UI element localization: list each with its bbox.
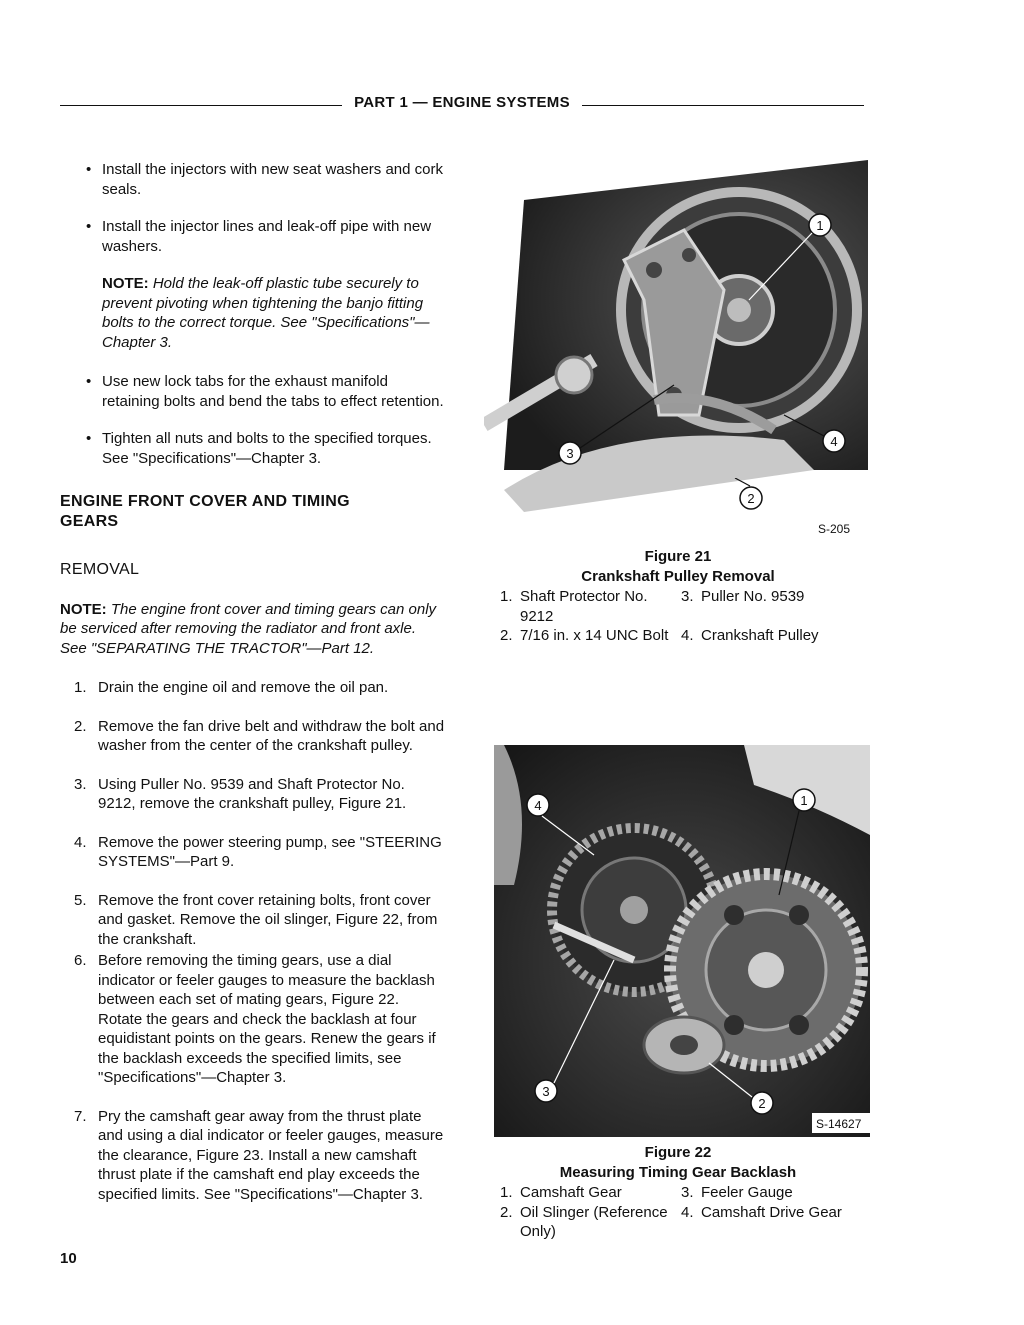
section-title: ENGINE FRONT COVER AND TIMING GEARS [60,493,350,530]
figure-22-title: Figure 22 [644,1144,712,1161]
step-item [60,717,445,756]
step-item [60,951,445,1088]
figure-21-photo [484,160,868,512]
step-text: Pry the camshaft gear away from the thrust plate and using a dial indicator or feeler gauges, measure the clearance, Figure 23. Install a new camshaft thrust plate if the camshaft end play exceeds the specified limits. See "Specifications"—Chapter 3. [98,1107,444,1203]
callout-3-label: 3 [542,1084,550,1099]
page-number: 10 [60,1250,77,1267]
step-text: Drain the engine oil and remove the oil pan. [98,679,389,696]
step-item [60,891,445,950]
figure-22-legend [498,1183,858,1242]
step-text: Remove the power steering pump, see "STEERING SYSTEMS"—Part 9. [98,833,442,870]
figure-21-legend [498,587,858,646]
header-title: PART 1 — ENGINE SYSTEMS [354,94,570,111]
figure-22-code: S-14627 [816,1117,862,1131]
callout-4 [527,794,549,816]
subsection-title: REMOVAL [60,561,140,578]
crankshaft-pulley-illustration [484,160,868,512]
figure-22-photo [494,745,870,1137]
page-header [60,94,864,116]
step-number: 6. [74,952,87,969]
legend-item: 4. Camshaft Drive Gear [681,1203,842,1221]
step-number: 1. [74,679,87,696]
bullet-item [60,372,445,411]
bullet-dot: • [86,373,92,390]
note-text: The engine front cover and timing gears can only be serviced after removing the radiator and front axle. See "SEPARATING THE TRACTOR"—Part 12. [60,600,437,657]
callout-4 [823,430,845,452]
step-item [60,1107,445,1205]
callout-4-label: 4 [830,434,838,449]
legend-item: 3. Feeler Gauge [681,1184,793,1201]
legend-item: 2. Oil Slinger (Reference Only) [500,1203,668,1240]
legend-item: 3. Puller No. 9539 [681,588,805,605]
note-label: NOTE: [60,600,107,618]
callout-3 [559,442,581,464]
callout-3 [535,1080,557,1102]
left-column [60,160,445,1223]
bullet-dot: • [86,161,92,178]
bullet-text: Install the injector lines and leak-off pipe with new washers. [102,218,432,255]
callout-3-label: 3 [566,446,574,461]
callout-1 [793,789,815,811]
note-text: Hold the leak-off plastic tube securely to prevent pivoting when tightening the banjo fitting bolts to the correct torque. See "Specifications"—Chapter 3. [102,275,430,351]
step-text: Before removing the timing gears, use a dial indicator or feeler gauges to measure the backlash between each set of mating gears, Figure 22. Rotate the gears and check the backlash at four equidistant points on the gears. Renew the gears if the backlash exceeds the specified limits, see "Specifications"—Chapter 3. [98,952,436,1086]
figure-21-code: S-205 [818,522,851,536]
legend-item: 4. Crankshaft Pulley [681,627,819,644]
bullet-text: Use new lock tabs for the exhaust manifold retaining bolts and bend the tabs to effect retention. [102,373,444,410]
bullet-item [60,429,445,468]
bullet-item [60,160,445,199]
figure-22-caption [498,1143,858,1242]
bullet-dot: • [86,218,92,235]
note-block [60,274,445,352]
legend-item: 1. Shaft Protector No. 9212 [500,588,648,625]
step-item [60,678,445,698]
step-number: 7. [74,1107,87,1125]
figure-22-subtitle: Measuring Timing Gear Backlash [559,1163,797,1181]
figure-21-title: Figure 21 [644,548,712,565]
step-number: 5. [74,891,87,909]
bullet-dot: • [86,430,92,447]
header-rule-right [582,105,864,106]
figure-21-subtitle: Crankshaft Pulley Removal [581,567,775,585]
note-block [60,600,445,659]
step-text: Remove the front cover retaining bolts, front cover and gasket. Remove the oil slinger, Figure 22, from the crankshaft. [98,891,438,948]
callout-1-label: 1 [816,218,824,233]
callout-1-label: 1 [800,793,808,808]
step-item [60,833,445,872]
header-rule-left [60,105,342,106]
step-number: 3. [74,775,87,793]
callout-2-label: 2 [758,1096,766,1111]
callout-4-label: 4 [534,798,542,813]
figure-21-caption [498,547,858,646]
bullet-text: Install the injectors with new seat washers and cork seals. [102,161,443,198]
legend-item: 2. 7/16 in. x 14 UNC Bolt [500,627,669,644]
timing-gears-illustration [494,745,870,1137]
step-number: 2. [74,717,87,735]
steps-list [60,678,445,1204]
legend-item: 1. Camshaft Gear [500,1184,622,1201]
step-text: Remove the fan drive belt and withdraw the bolt and washer from the center of the crankshaft pulley. [98,717,445,754]
callout-2-fig21 [730,478,770,518]
step-item [60,775,445,814]
callout-1 [809,214,831,236]
bullet-text: Tighten all nuts and bolts to the specified torques. See "Specifications"—Chapter 3. [102,430,432,467]
callout-2 [751,1092,773,1114]
callout-2-label: 2 [747,491,755,506]
note-label: NOTE: [102,275,149,292]
step-number: 4. [74,833,87,851]
step-text: Using Puller No. 9539 and Shaft Protector No. 9212, remove the crankshaft pulley, Figure 21. [98,775,407,812]
bullet-item [60,217,445,256]
